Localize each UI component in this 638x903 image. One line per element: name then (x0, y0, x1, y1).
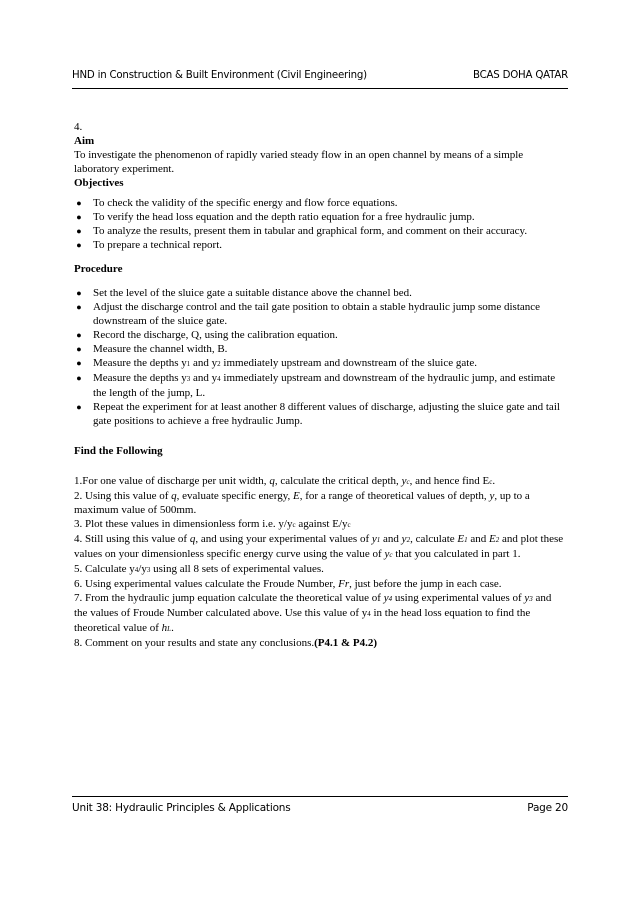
objectives-list (74, 196, 564, 252)
find-item-6: 6. Using experimental values calculate the Froude Number, Fr, just before the jump in each case. (74, 578, 502, 590)
list-item: ● Measure the depths y3 and y4 immediately upstream and downstream of the hydraulic jump, and estimate the length of the jump, L. (74, 371, 564, 400)
find-item-8: 8. Comment on your results and state any conclusions.(P4.1 & P4.2) (74, 637, 378, 649)
procedure-list (74, 286, 564, 428)
list-item: ● To analyze the results, present them in tabular and graphical form, and comment on their accuracy. (74, 224, 564, 238)
aim-heading: Aim (74, 135, 95, 147)
page-number: Page 20 (527, 802, 568, 814)
header-institution: BCAS DOHA QATAR (472, 70, 568, 81)
list-item: ● To prepare a technical report. (74, 238, 564, 252)
bullet-icon: ● (76, 344, 82, 354)
find-item-7: 7. From the hydraulic jump equation calculate the theoretical value of y4 using experimental values of y3 and the values of Froude Number calculated above. Use this value of y4 in the head loss equation to find the theoretical value of hL. (74, 592, 552, 634)
bullet-icon: ● (76, 198, 82, 208)
list-item: ● Record the discharge, Q, using the calibration equation. (74, 328, 564, 342)
list-item: ● Adjust the discharge control and the tail gate position to obtain a stable hydraulic jump some distance downstream of the sluice gate. (74, 300, 564, 328)
footer-unit-title: Unit 38: Hydraulic Principles & Applications (72, 802, 291, 814)
section-number: 4. (74, 121, 83, 133)
bullet-icon: ● (76, 226, 82, 236)
bullet-icon: ● (76, 212, 82, 222)
list-item: ● Measure the channel width, B. (74, 342, 564, 356)
find-item-3: 3. Plot these values in dimensionless form i.e. y/yc against E/yc (74, 518, 351, 530)
find-item-5: 5. Calculate y4/y3 using all 8 sets of experimental values. (74, 563, 324, 575)
header-rule (72, 88, 568, 89)
find-item-2: 2. Using this value of q, evaluate specific energy, E, for a range of theoretical values of depth, y, up to a maximum value of 500mm. (74, 490, 530, 516)
bullet-icon: ● (76, 330, 82, 340)
find-item-4: 4. Still using this value of q, and using your experimental values of y1 and y2, calculate E1 and E2 and plot these values on your dimensionless specific energy curve using the value of yc that you calculated in part 1. (74, 533, 564, 560)
procedure-heading: Procedure (74, 263, 123, 275)
bullet-icon: ● (76, 240, 82, 250)
page-body (74, 120, 564, 650)
bullet-icon: ● (76, 302, 82, 312)
bullet-icon: ● (76, 402, 82, 412)
find-heading: Find the Following (74, 445, 163, 457)
objectives-heading: Objectives (74, 177, 124, 189)
list-item: ● To check the validity of the specific energy and flow force equations. (74, 196, 564, 210)
bullet-icon: ● (76, 288, 82, 298)
aim-text: To investigate the phenomenon of rapidly varied steady flow in an open channel by means of a simple laboratory experiment. (74, 149, 524, 175)
header-course-title: HND in Construction & Built Environment (Civil Engineering) (72, 70, 367, 81)
find-item-1: 1.For one value of discharge per unit width, q, calculate the critical depth, yc, and hence find Ec. (74, 475, 496, 487)
bullet-icon: ● (76, 358, 82, 368)
list-item: ● To verify the head loss equation and the depth ratio equation for a free hydraulic jump. (74, 210, 564, 224)
bullet-icon: ● (76, 373, 82, 383)
list-item: ● Set the level of the sluice gate a suitable distance above the channel bed. (74, 286, 564, 300)
list-item: ● Repeat the experiment for at least another 8 different values of discharge, adjusting the sluice gate and tail gate positions to achieve a free hydraulic Jump. (74, 400, 564, 428)
list-item: ● Measure the depths y1 and y2 immediately upstream and downstream of the sluice gate. (74, 356, 564, 371)
footer-rule (72, 796, 568, 797)
